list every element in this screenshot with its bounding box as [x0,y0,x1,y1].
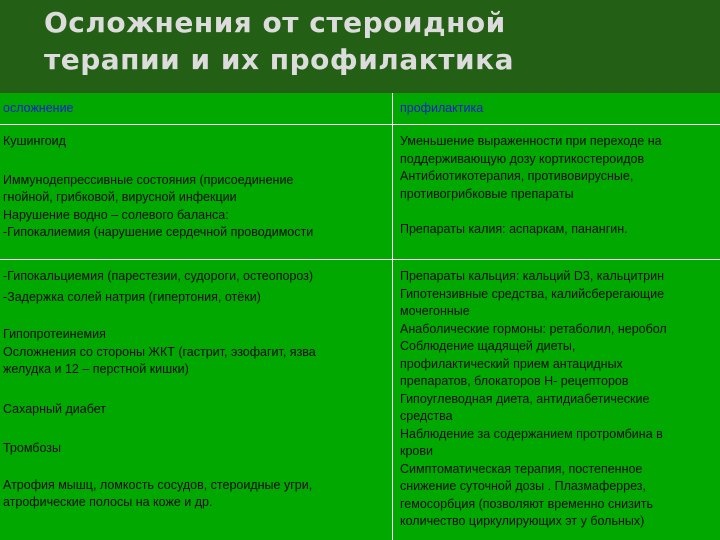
complication-text: -Гипокалиемия (нарушение сердечной проводимости [3,225,314,239]
prevention-text: Анаболические гормоны: ретаболил, неробол [400,321,667,336]
title-line-2: терапии и их профилактика [44,43,514,76]
prevention-text: Наблюдение за содержанием протромбина в [400,426,663,441]
prevention-text: гемосорбция (позволяют временно снизить [400,496,654,511]
header-divider [0,124,720,125]
complication-text: Кушингоид [3,134,66,148]
prevention-text: поддерживающую дозу кортикостероидов [400,151,645,166]
row-divider [0,259,720,260]
row1-complications [0,133,392,242]
prevention-text: Препараты кальция: кальций D3, кальцитрин [400,269,665,283]
slide-title [44,4,704,78]
complication-text: Атрофия мышц, ломкость сосудов, стероидные угри, [3,477,313,492]
prevention-text: Препараты калия: аспаркам, панангин. [400,222,628,236]
prevention-text: противогрибковые препараты [400,186,574,201]
complication-text: гнойной, грибковой, вирусной инфекции [3,190,237,204]
prevention-text: Соблюдение щадящей диеты, [400,339,576,353]
complication-text: Осложнения со стороны ЖКТ (гастрит, эзофагит, язва [3,344,316,359]
prevention-text: мочегонные [400,304,470,318]
complication-text: Иммунодепрессивные состояния (присоединение [3,172,294,187]
prevention-text: Уменьшение выраженности при переходе на [400,134,662,148]
prevention-text: средства [400,409,453,423]
row2-prevention [397,268,720,531]
header-prevention: профилактика [397,93,720,123]
header-complication: осложнение [0,93,392,123]
prevention-text: профилактический прием антацидных [400,356,623,371]
complication-text: Гипопротеинемия [3,327,106,341]
prevention-text: снижение суточной дозы . Плазмаферрез, [400,479,646,493]
prevention-text: Гипоуглеводная диета, антидиабетические [400,391,650,406]
title-area [0,0,720,93]
complications-table [0,93,720,540]
prevention-text: препаратов, блокаторов Н- рецепторов [400,374,629,388]
title-line-1: Осложнения от стероидной [44,6,506,39]
prevention-text: Гипотензивные средства, калийсберегающие [400,286,665,301]
prevention-text: Антибиотикотерапия, противовирусные, [400,169,634,183]
complication-text: -Гипокальциемия (парестезии, судороги, остеопороз) [3,269,314,283]
prevention-text: крови [400,444,433,458]
complication-text: атрофические полосы на коже и др. [3,495,213,509]
prevention-text: Симптоматическая терапия, постепенное [400,461,643,476]
complication-text: желудка и 12 – перстной кишки) [3,362,189,376]
complication-text: Тромбозы [3,441,61,455]
complication-text: Нарушение водно – солевого баланса: [3,207,229,222]
complication-text: Сахарный диабет [3,401,106,416]
row2-complications [0,268,392,512]
column-divider [392,93,393,540]
complication-text: -Задержка солей натрия (гипертония, отёки) [3,289,261,304]
prevention-text: количество циркулирующих эт у больных) [400,514,645,528]
row1-prevention [397,133,720,239]
